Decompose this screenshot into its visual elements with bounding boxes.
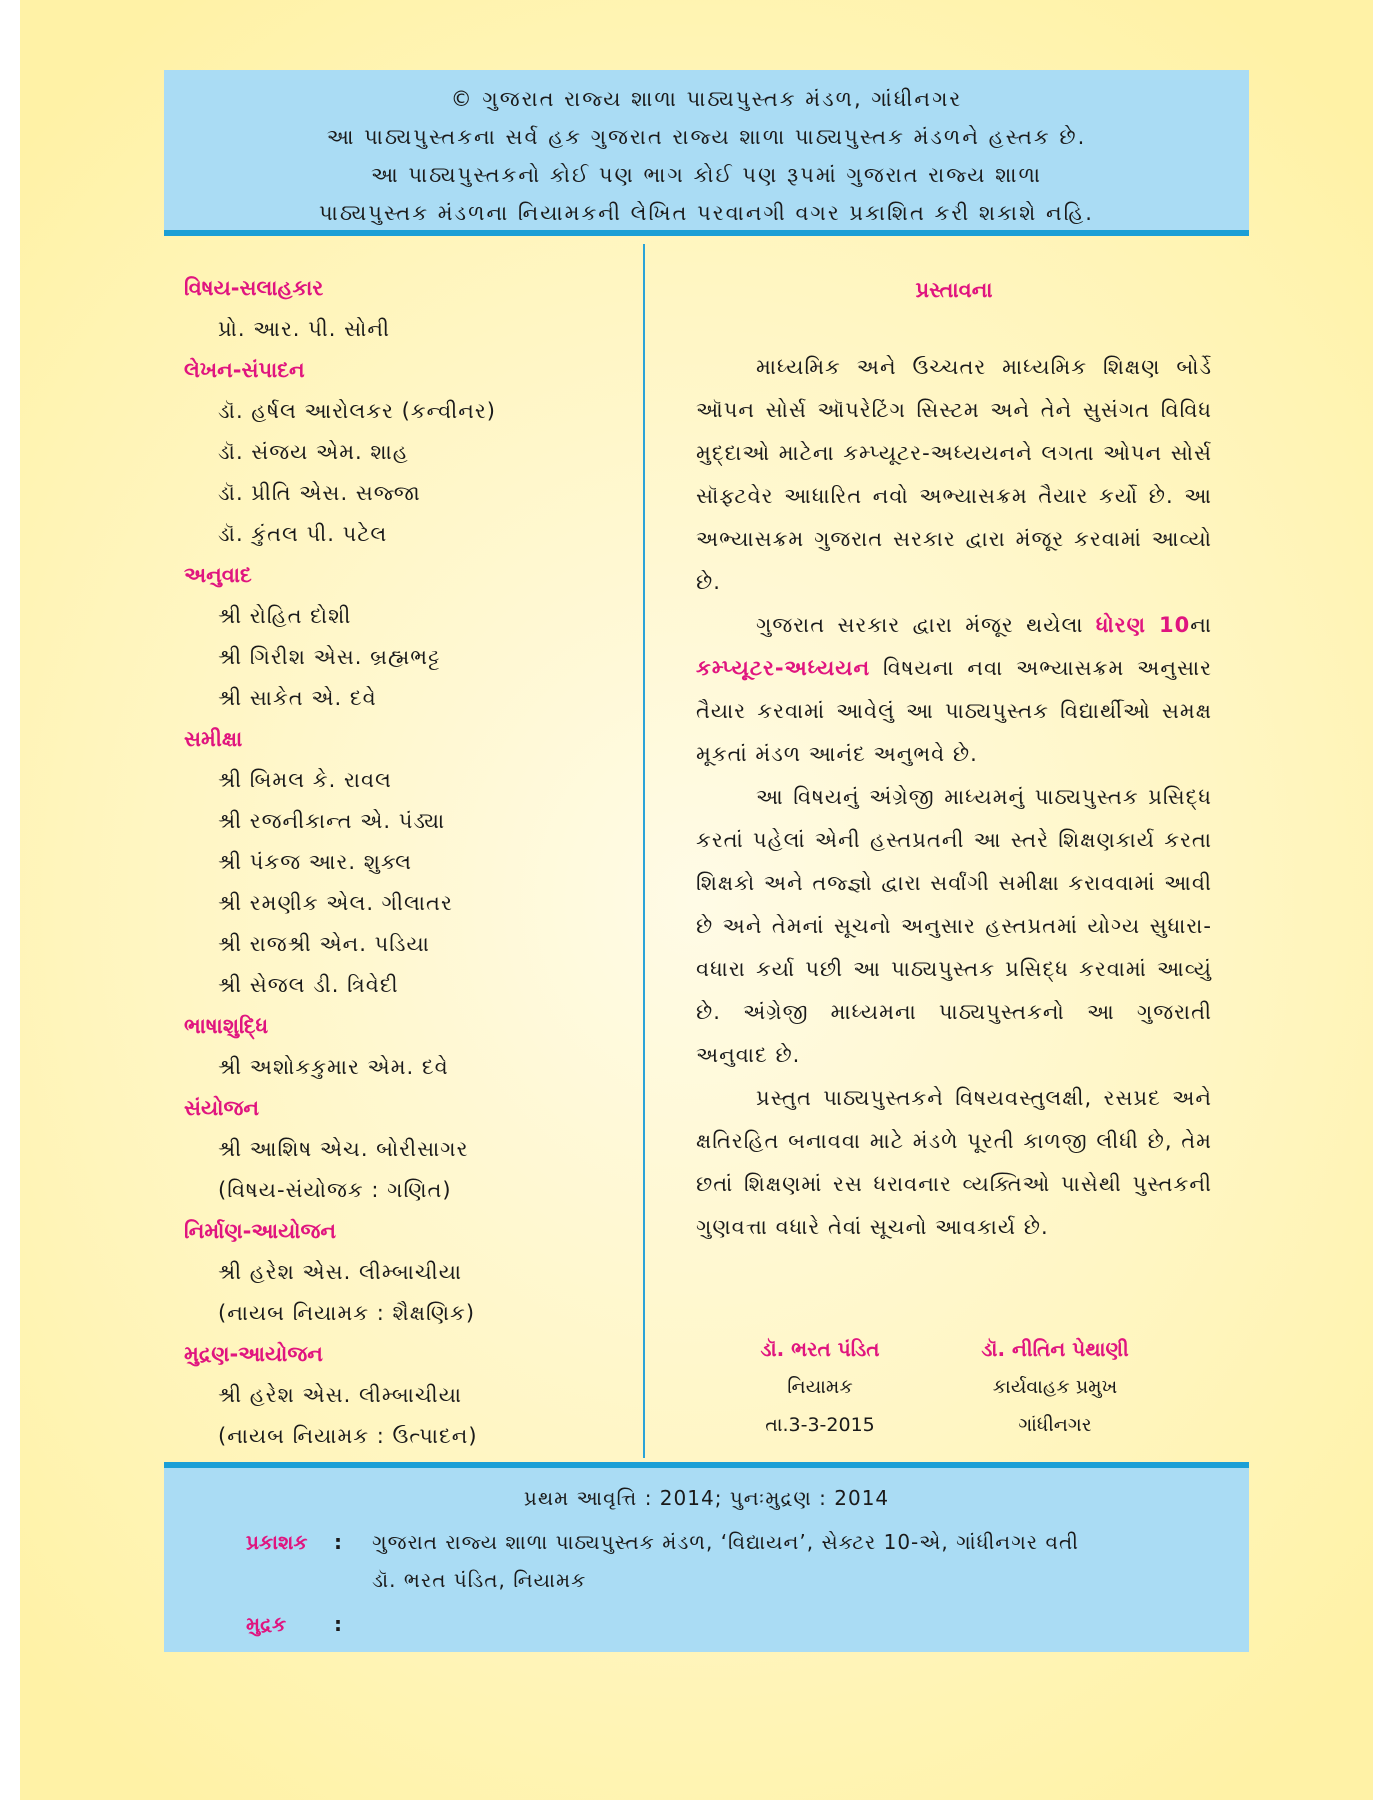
credit-name: શ્રી હરેશ એસ. લીમ્બાચીયા bbox=[218, 1260, 463, 1284]
credit-name: શ્રી હરેશ એસ. લીમ્બાચીયા bbox=[218, 1383, 463, 1407]
copyright-line: પાઠ્યપુસ્તક મંડળના નિયામકની લેખિત પરવાનગી વગર પ્રકાશિત કરી શકાશે નહિ. bbox=[319, 201, 1094, 225]
preface-text: ગુજરાત સરકાર દ્વારા મંજૂર થયેલા bbox=[756, 613, 1096, 637]
preface-text: વિષયના નવા અભ્યાસક્રમ અનુસાર તૈયાર કરવામાં આવેલું આ પાઠ્યપુસ્તક વિદ્યાર્થીઓ સમક્ષ મૂકતાં મંડળ આનંદ અનુભવે છે. bbox=[696, 656, 1212, 766]
copyright-line: © ગુજરાત રાજ્ય શાળા પાઠ્યપુસ્તક મંડળ, ગાંધીનગર bbox=[450, 87, 963, 111]
preface-paragraph bbox=[696, 604, 1212, 776]
copyright-box bbox=[164, 70, 1249, 236]
credit-name: ડૉ. સંજય એમ. શાહ bbox=[218, 440, 409, 464]
preface-text: ના bbox=[1190, 613, 1212, 637]
signatory-name: ડૉ. ભરત પંડિત bbox=[760, 1337, 880, 1361]
credit-name: શ્રી રોહિત દોશી bbox=[218, 604, 352, 628]
publisher-label: પ્રકાશક bbox=[246, 1530, 308, 1554]
signatory-role: કાર્યવાહક પ્રમુખ bbox=[992, 1376, 1118, 1398]
signature-director bbox=[700, 1330, 940, 1444]
printer-colon: : bbox=[334, 1612, 342, 1636]
publication-box bbox=[164, 1462, 1249, 1652]
credit-name: ડૉ. પ્રીતિ એસ. સજ્જા bbox=[218, 481, 421, 505]
credit-name: શ્રી રાજશ્રી એન. પડિયા bbox=[218, 932, 430, 956]
page bbox=[20, 0, 1373, 1800]
credit-section-title: અનુવાદ bbox=[184, 563, 252, 587]
credit-name: શ્રી સેજલ ડી. ત્રિવેદી bbox=[218, 973, 399, 997]
credit-name: (વિષય-સંયોજક : ગણિત) bbox=[218, 1178, 452, 1202]
printer-label: મુદ્રક bbox=[246, 1612, 287, 1636]
signatory-role: નિયામક bbox=[787, 1376, 853, 1398]
credit-name: શ્રી પંકજ આર. શુક્લ bbox=[218, 850, 413, 874]
credit-name: શ્રી આશિષ એચ. બોરીસાગર bbox=[218, 1137, 469, 1161]
preface-column bbox=[696, 270, 1212, 1249]
credit-section-title: મુદ્રણ-આયોજન bbox=[184, 1342, 323, 1366]
credit-name: શ્રી સાકેત એ. દવે bbox=[218, 686, 377, 710]
publisher-line: ગુજરાત રાજ્ય શાળા પાઠ્યપુસ્તક મંડળ, ‘વિદ્યાયન’, સેક્ટર 10-એ, ગાંધીનગર વતી bbox=[372, 1530, 1079, 1554]
credit-name: ડૉ. કુંતલ પી. પટેલ bbox=[218, 522, 388, 546]
credit-section-title: સમીક્ષા bbox=[184, 727, 243, 751]
credit-name: શ્રી રજનીકાન્ત એ. પંડ્યા bbox=[218, 809, 446, 833]
copyright-line: આ પાઠ્યપુસ્તકના સર્વ હક ગુજરાત રાજ્ય શાળા પાઠ્યપુસ્તક મંડળને હસ્તક છે. bbox=[326, 125, 1087, 149]
edition-line: પ્રથમ આવૃત્તિ : 2014; પુનઃમુદ્રણ : 2014 bbox=[523, 1486, 890, 1510]
credit-section-title: નિર્માણ-આયોજન bbox=[184, 1219, 337, 1243]
credit-section-title: ભાષાશુદ્ધિ bbox=[184, 1014, 269, 1038]
credit-name: શ્રી ગિરીશ એસ. બ્રહ્મભટ્ટ bbox=[218, 645, 441, 669]
credit-name: પ્રો. આર. પી. સોની bbox=[218, 317, 391, 341]
credit-name: (નાયબ નિયામક : શૈક્ષણિક) bbox=[218, 1301, 476, 1325]
credit-name: ડૉ. હર્ષલ આરોલકર (કન્વીનર) bbox=[218, 399, 496, 423]
copyright-line: આ પાઠ્યપુસ્તકનો કોઈ પણ ભાગ કોઈ પણ રૂપમાં ગુજરાત રાજ્ય શાળા bbox=[370, 163, 1042, 187]
preface-paragraph: માધ્યમિક અને ઉચ્ચતર માધ્યમિક શિક્ષણ બોર્ડે ઑપન સોર્સ ઑપરેટિંગ સિસ્ટમ અને તેને સુસંગત વિવિધ મુદ્દાઓ માટેના કમ્પ્યૂટર-અધ્યયનને લગતા ઓપન સોર્સ સૉફ્ટવેર આધારિત નવો અભ્યાસક્રમ તૈયાર કર્યો છે. આ અભ્યાસક્રમ ગુજરાત સરકાર દ્વારા મંજૂર કરવામાં આવ્યો છે. bbox=[696, 355, 1212, 594]
credit-name: શ્રી બિમલ કે. રાવલ bbox=[218, 768, 392, 792]
signatory-name: ડૉ. નીતિન પેથાણી bbox=[981, 1337, 1129, 1361]
preface-paragraph: આ વિષયનું અંગ્રેજી માધ્યમનું પાઠ્યપુસ્તક પ્રસિદ્ધ કરતાં પહેલાં એની હસ્તપ્રતની આ સ્તરે શિક્ષણકાર્ય કરતા શિક્ષકો અને તજ્જ્ઞો દ્વારા સર્વાંગી સમીક્ષા કરાવવામાં આવી છે અને તેમનાં સૂચનો અનુસાર હસ્તપ્રતમાં યોગ્ય સુધારા-વધારા કર્યા પછી આ પાઠ્યપુસ્તક પ્રસિદ્ધ કરવામાં આવ્યું છે. અંગ્રેજી માધ્યમના પાઠ્યપુસ્તકનો આ ગુજરાતી અનુવાદ છે. bbox=[696, 785, 1212, 1067]
highlight-subject: કમ્પ્યૂટર-અધ્યયન bbox=[696, 656, 871, 680]
credit-name: (નાયબ નિયામક : ઉત્પાદન) bbox=[218, 1424, 478, 1448]
credit-name: શ્રી અશોકકુમાર એમ. દવે bbox=[218, 1055, 449, 1079]
credit-section-title: લેખન-સંપાદન bbox=[184, 358, 305, 382]
preface-title: પ્રસ્તાવના bbox=[915, 278, 993, 302]
highlight-standard: ધોરણ 10 bbox=[1095, 613, 1191, 637]
signature-date: તા.3-3-2015 bbox=[765, 1414, 875, 1436]
credit-section-title: વિષય-સલાહકાર bbox=[184, 276, 324, 300]
credit-name: શ્રી રમણીક એલ. ગીલાતર bbox=[218, 891, 453, 915]
publisher-line: ડૉ. ભરત પંડિત, નિયામક bbox=[372, 1568, 587, 1592]
signature-president bbox=[935, 1330, 1175, 1444]
preface-paragraph: પ્રસ્તુત પાઠ્યપુસ્તકને વિષયવસ્તુલક્ષી, રસપ્રદ અને ક્ષતિરહિત બનાવવા માટે મંડળે પૂરતી કાળજી લીધી છે, તેમ છતાં શિક્ષણમાં રસ ધરાવનાર વ્યક્તિઓ પાસેથી પુસ્તકની ગુણવત્તા વધારે તેવાં સૂચનો આવકાર્ય છે. bbox=[696, 1086, 1212, 1239]
credits-column bbox=[184, 268, 624, 1457]
publisher-colon: : bbox=[334, 1530, 342, 1554]
signature-place: ગાંધીનગર bbox=[1018, 1414, 1092, 1436]
credit-section-title: સંયોજન bbox=[184, 1096, 259, 1120]
column-divider bbox=[643, 244, 645, 1458]
